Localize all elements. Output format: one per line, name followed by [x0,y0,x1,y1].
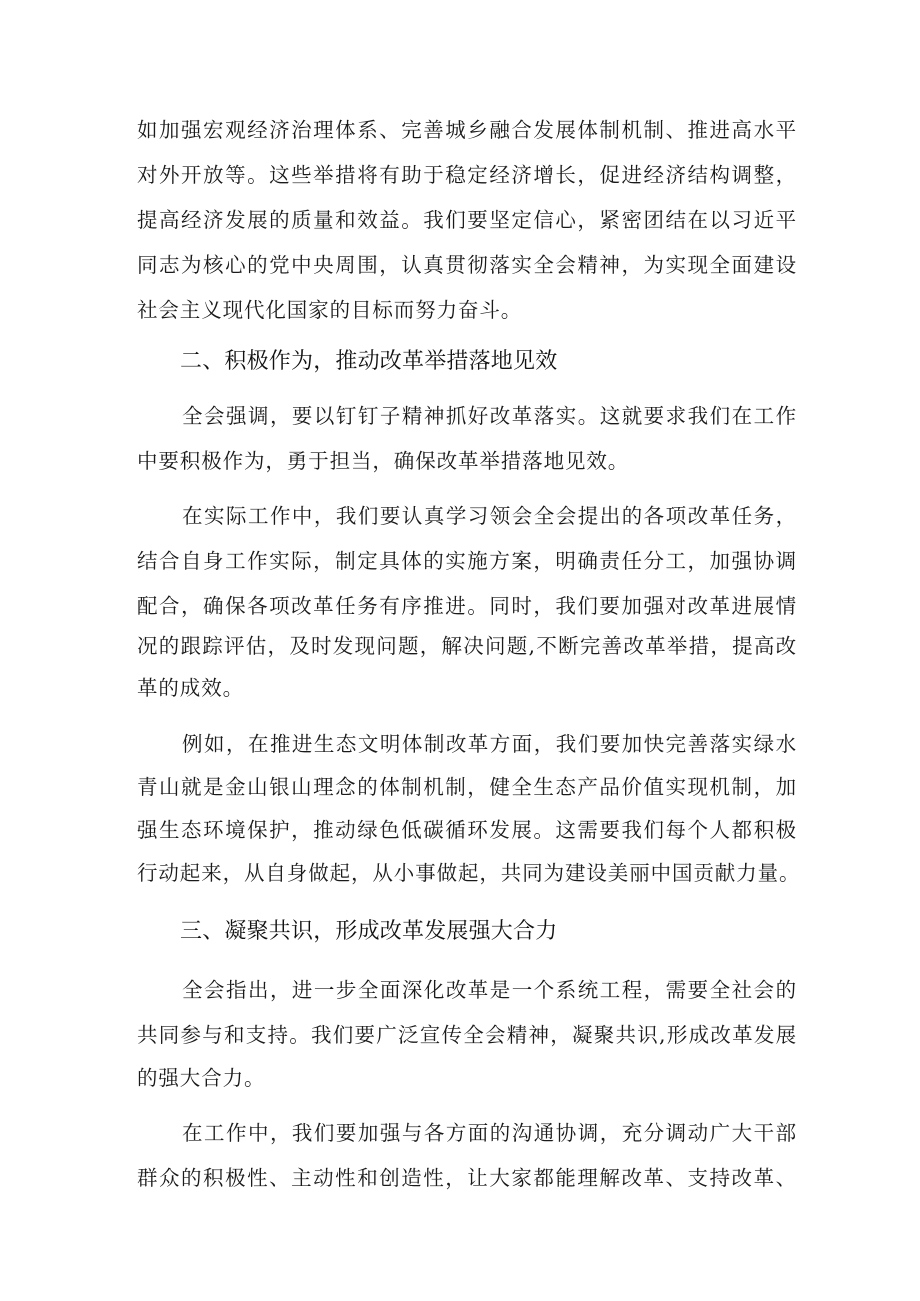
paragraph-line: 强生态环境保护，推动绿色低碳循环发展。这需要我们每个人都积极 [137,818,797,842]
paragraph-line: 革的成效。 [137,676,244,700]
paragraph-line: 提高经济发展的质量和效益。我们要坚定信心，紧密团结在以习近平 [137,208,797,232]
section-heading: 二、积极作为，推动改革举措落地见效 [180,349,558,374]
paragraph-line: 行动起来，从自身做起，从小事做起，共同为建设美丽中国贡献力量。 [137,861,801,885]
paragraph-line: 在实际工作中，我们要认真学习领会全会提出的各项改革任务， [182,504,797,528]
paragraph-line: 例如，在推进生态文明体制改革方面，我们要加快完善落实绿水 [182,732,797,756]
paragraph-line: 共同参与和支持。我们要广泛宣传全会精神，凝聚共识,形成改革发展 [137,1023,797,1047]
paragraph-line: 全会指出，进一步全面深化改革是一个系统工程，需要全社会的 [182,978,797,1002]
paragraph-line: 对外开放等。这些举措将有助于稳定经济增长，促进经济结构调整， [137,163,797,187]
paragraph-line: 的强大合力。 [137,1066,266,1090]
paragraph-line: 结合自身工作实际，制定具体的实施方案，明确责任分工，加强协调 [137,549,797,573]
paragraph-line: 全会强调，要以钉钉子精神抓好改革落实。这就要求我们在工作 [182,404,797,428]
paragraph-line: 青山就是金山银山理念的体制机制，健全生态产品价值实现机制，加 [137,775,797,799]
section-heading: 三、凝聚共识，形成改革发展强大合力 [180,919,558,944]
paragraph-line: 社会主义现代化国家的目标而努力奋斗。 [137,298,523,322]
paragraph-line: 况的跟踪评估，及时发现问题，解决问题,不断完善改革举措，提高改 [137,634,797,658]
paragraph-line: 群众的积极性、主动性和创造性，让大家都能理解改革、支持改革、 [137,1166,797,1190]
paragraph-line: 如加强宏观经济治理体系、完善城乡融合发展体制机制、推进高水平 [137,118,797,142]
paragraph-line: 同志为核心的党中央周围，认真贯彻落实全会精神，为实现全面建设 [137,253,797,277]
paragraph-line: 在工作中，我们要加强与各方面的沟通协调，充分调动广大干部 [182,1121,797,1145]
paragraph-line: 配合，确保各项改革任务有序推进。同时，我们要加强对改革进展情 [137,594,797,618]
paragraph-line: 中要积极作为，勇于担当，确保改革举措落地见效。 [137,449,630,473]
